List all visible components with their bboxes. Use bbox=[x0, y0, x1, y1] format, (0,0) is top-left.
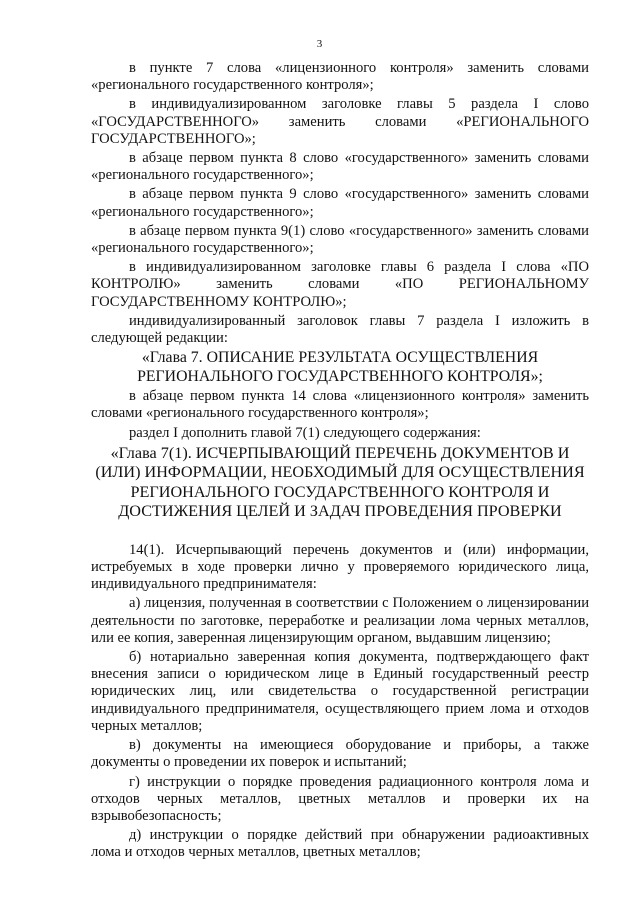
paragraph-item-14: в абзаце первом пункта 14 слова «лицензионного контроля» заменить словами «регионального государственного контроля»; bbox=[91, 388, 589, 422]
paragraph-chapter-7-intro: индивидуализированный заголовок главы 7 раздела I изложить в следующей редакции: bbox=[91, 312, 589, 347]
paragraph-add-chapter-7-1: раздел I дополнить главой 7(1) следующего содержания: bbox=[129, 424, 481, 441]
document-body bbox=[91, 60, 589, 864]
list-item-g: г) инструкции о порядке проведения радиационного контроля лома и отходов черных металлов, цветных металлов и проверки их на взрывобезопасность; bbox=[91, 773, 589, 824]
paragraph-item-8: в абзаце первом пункта 8 слово «государственного» заменить словами «регионального государственного»; bbox=[91, 150, 589, 184]
paragraph-item-9-1: в абзаце первом пункта 9(1) слово «государственного» заменить словами «регионального государственного»; bbox=[91, 222, 589, 257]
paragraph-item-7: в пункте 7 слова «лицензионного контроля» заменить словами «регионального государственного контроля»; bbox=[91, 60, 589, 94]
page-number: 3 bbox=[316, 38, 323, 50]
list-item-a: а) лицензия, полученная в соответствии с Положением о лицензировании деятельности по заготовке, переработке и реализации лома черных металлов, или ее копия, заверенная лицензирующим органом, выдавшим лицензию; bbox=[91, 595, 589, 646]
paragraph-chapter-6-heading: в индивидуализированном заголовке главы 6 раздела I слова «ПО КОНТРОЛЮ» заменить словами «ПО РЕГИОНАЛЬНОМУ ГОСУДАРСТВЕННОМУ КОНТРОЛЮ»; bbox=[91, 259, 589, 310]
list-item-b: б) нотариально заверенная копия документа, подтверждающего факт внесения записи о юридическом лице в Единый государственный реестр юридических лиц, или свидетельства о государственной регистрации индивидуального предпринимателя, осуществляющего прием лома и отходов черных металлов; bbox=[91, 649, 589, 734]
paragraph-item-14-1: 14(1). Исчерпывающий перечень документов и (или) информации, истребуемых в ходе проверки лично у проверяемого юридического лица, индивидуального предпринимателя: bbox=[91, 541, 589, 593]
paragraph-chapter-5-heading: в индивидуализированном заголовке главы 5 раздела I слово «ГОСУДАРСТВЕННОГО» заменить словами «РЕГИОНАЛЬНОГО ГОСУДАРСТВЕННОГО»; bbox=[91, 96, 589, 147]
section-gap bbox=[91, 524, 589, 542]
paragraph-item-9: в абзаце первом пункта 9 слово «государственного» заменить словами «регионального государственного»; bbox=[91, 186, 589, 220]
chapter-7-1-heading: «Глава 7(1). ИСЧЕРПЫВАЮЩИЙ ПЕРЕЧЕНЬ ДОКУМЕНТОВ И (ИЛИ) ИНФОРМАЦИИ, НЕОБХОДИМЫЙ ДЛЯ ОСУЩЕСТВЛЕНИЯ РЕГИОНАЛЬНОГО ГОСУДАРСТВЕННОГО КОНТРОЛЯ И ДОСТИЖЕНИЯ ЦЕЛЕЙ И ЗАДАЧ ПРОВЕДЕНИЯ ПРОВЕРКИ bbox=[95, 443, 585, 521]
list-item-d: д) инструкции о порядке действий при обнаружении радиоактивных лома и отходов черных металлов, цветных металлов; bbox=[91, 827, 589, 861]
chapter-7-heading: «Глава 7. ОПИСАНИЕ РЕЗУЛЬТАТА ОСУЩЕСТВЛЕНИЯ РЕГИОНАЛЬНОГО ГОСУДАРСТВЕННОГО КОНТРОЛЯ»; bbox=[137, 349, 543, 385]
list-item-v: в) документы на имеющиеся оборудование и приборы, а также документы о проведении их поверок и испытаний; bbox=[91, 737, 589, 771]
